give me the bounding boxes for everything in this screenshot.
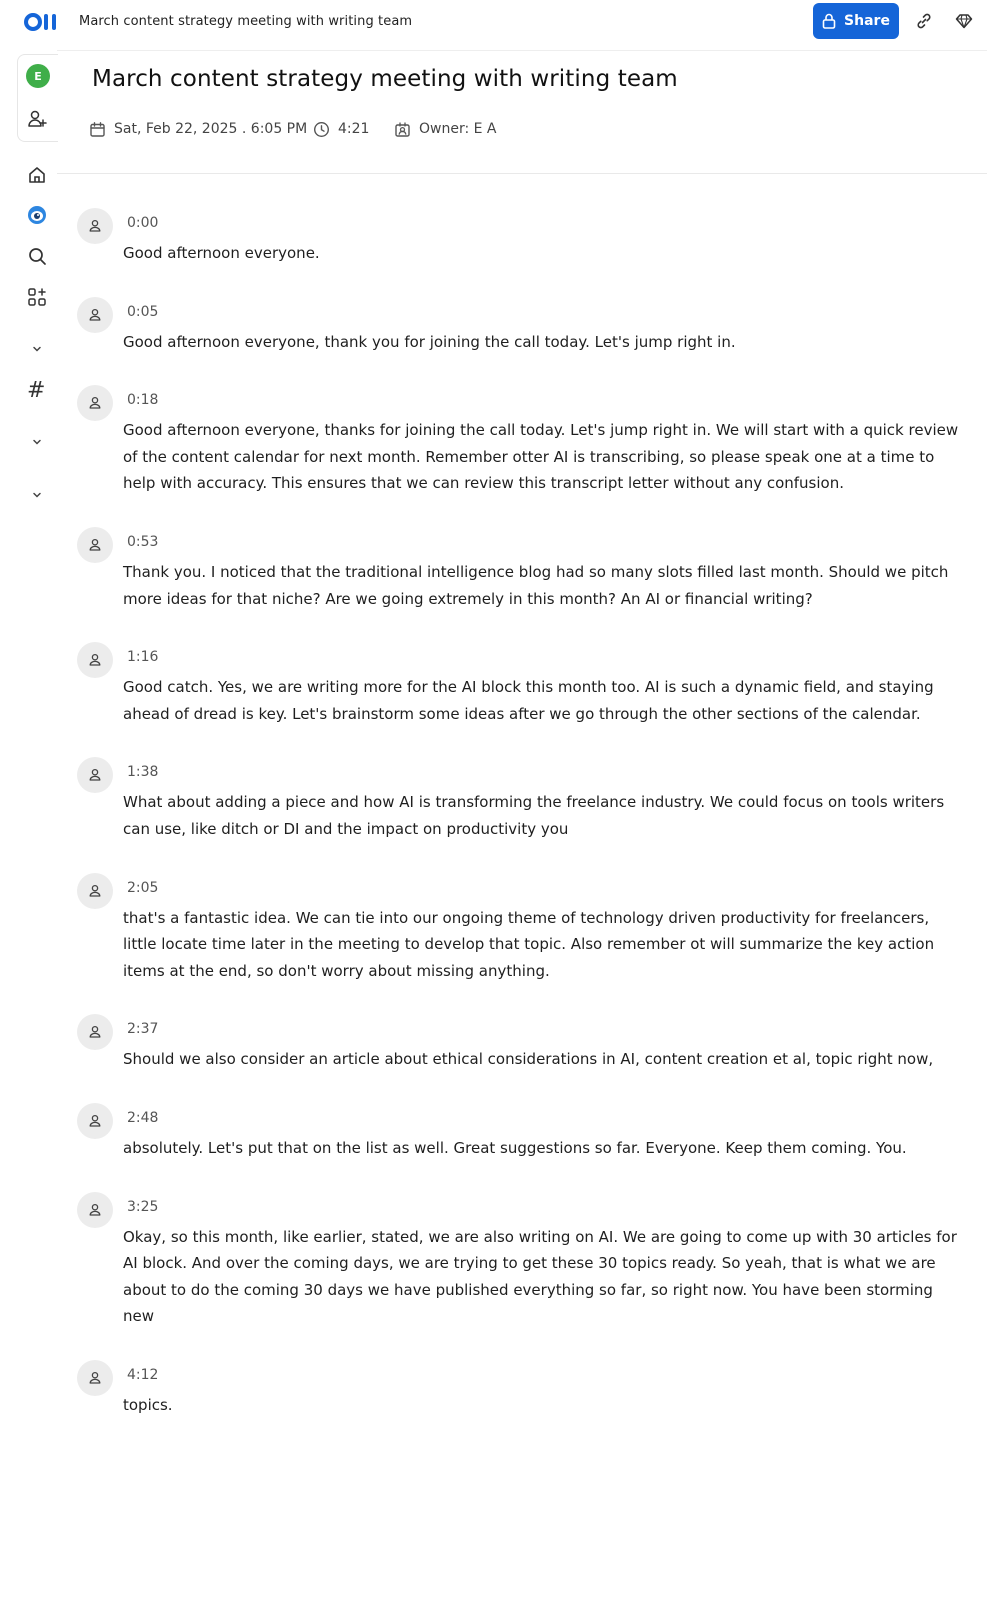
person-icon bbox=[87, 883, 103, 899]
top-divider bbox=[57, 50, 987, 51]
timestamp[interactable]: 0:18 bbox=[127, 392, 159, 409]
home-icon[interactable] bbox=[26, 164, 48, 186]
person-icon bbox=[87, 395, 103, 411]
transcript-entry bbox=[77, 757, 977, 842]
person-icon bbox=[87, 218, 103, 234]
speaker-avatar[interactable] bbox=[77, 873, 113, 909]
share-label: Share bbox=[844, 13, 890, 29]
timestamp[interactable]: 4:12 bbox=[127, 1366, 159, 1383]
transcript-entry bbox=[77, 1014, 977, 1073]
transcript bbox=[77, 208, 977, 1448]
transcript-text: topics. bbox=[123, 1395, 173, 1414]
meeting-date bbox=[89, 118, 307, 140]
speaker-avatar[interactable] bbox=[77, 1192, 113, 1228]
timestamp[interactable]: 3:25 bbox=[127, 1198, 159, 1215]
lock-icon bbox=[822, 13, 836, 29]
person-icon bbox=[87, 1024, 103, 1040]
chevron-down-icon[interactable] bbox=[31, 343, 43, 355]
timestamp[interactable]: 0:53 bbox=[127, 533, 159, 550]
transcript-entry bbox=[77, 527, 977, 612]
speaker-avatar[interactable] bbox=[77, 385, 113, 421]
date-text: Sat, Feb 22, 2025 . 6:05 PM bbox=[114, 121, 308, 137]
clock-icon bbox=[313, 121, 330, 138]
add-user-icon[interactable] bbox=[26, 108, 48, 130]
meeting-title-bar: March content strategy meeting with writing team bbox=[79, 14, 413, 29]
speaker-avatar[interactable] bbox=[77, 642, 113, 678]
speaker-avatar[interactable] bbox=[77, 1360, 113, 1396]
person-icon bbox=[87, 767, 103, 783]
otter-logo[interactable] bbox=[24, 10, 60, 34]
owner-text: Owner: E A bbox=[419, 121, 497, 137]
transcript-text: that's a fantastic idea. We can tie into our ongoing theme of technology driven productivity for freelancers, little locate time later in the meeting to develop that topic. Also remember ot will summarize the key action items at the end, so don't worry about missing anything. bbox=[123, 908, 935, 980]
search-icon[interactable] bbox=[26, 245, 48, 267]
link-icon[interactable] bbox=[914, 11, 934, 31]
page-title: March content strategy meeting with writing team bbox=[92, 66, 678, 92]
apps-icon[interactable] bbox=[26, 286, 48, 308]
transcript-entry bbox=[77, 873, 977, 985]
owner-icon bbox=[394, 121, 411, 138]
timestamp[interactable]: 0:00 bbox=[127, 215, 159, 231]
speaker-avatar[interactable] bbox=[77, 1014, 113, 1050]
share-button[interactable] bbox=[813, 3, 899, 39]
meeting-duration bbox=[313, 118, 369, 140]
timestamp[interactable]: 1:38 bbox=[127, 764, 159, 781]
transcript-text: Good afternoon everyone. bbox=[123, 244, 320, 262]
transcript-text: Good afternoon everyone, thank you for joining the call today. Let's jump right in. bbox=[123, 332, 736, 351]
speaker-avatar[interactable] bbox=[77, 527, 113, 563]
duration-text: 4:21 bbox=[338, 121, 370, 137]
transcript-entry bbox=[77, 1360, 977, 1419]
calendar-icon bbox=[89, 121, 106, 138]
person-icon bbox=[87, 1370, 103, 1386]
timestamp[interactable]: 0:05 bbox=[127, 303, 159, 320]
otter-icon[interactable] bbox=[26, 204, 48, 226]
timestamp[interactable]: 2:48 bbox=[127, 1109, 159, 1126]
transcript-text: Thank you. I noticed that the traditional intelligence blog had so many slots filled last month. Should we pitch more ideas for that niche? Are we going extremely in this month? An AI or financial writing? bbox=[123, 562, 949, 608]
transcript-entry bbox=[77, 297, 977, 356]
timestamp[interactable]: 1:16 bbox=[127, 649, 159, 666]
diamond-icon[interactable] bbox=[954, 11, 974, 31]
transcript-entry bbox=[77, 385, 977, 497]
header-divider bbox=[57, 173, 987, 174]
transcript-entry bbox=[77, 1192, 977, 1330]
meeting-owner bbox=[394, 118, 497, 140]
hash-icon[interactable]: # bbox=[27, 378, 46, 403]
chevron-down-icon[interactable] bbox=[31, 436, 43, 448]
transcript-text: Good catch. Yes, we are writing more for the AI block this month too. AI is such a dynamic field, and staying ahead of dread is key. Let's brainstorm some ideas after we go through the other sections of the calendar. bbox=[123, 678, 934, 723]
transcript-entry bbox=[77, 1103, 977, 1162]
transcript-entry bbox=[77, 208, 977, 267]
top-bar bbox=[0, 0, 1005, 48]
person-icon bbox=[87, 307, 103, 323]
person-icon bbox=[87, 1202, 103, 1218]
speaker-avatar[interactable] bbox=[77, 757, 113, 793]
speaker-avatar[interactable] bbox=[77, 1103, 113, 1139]
person-icon bbox=[87, 537, 103, 553]
speaker-avatar[interactable] bbox=[77, 297, 113, 333]
timestamp[interactable]: 2:05 bbox=[127, 879, 159, 896]
transcript-entry bbox=[77, 642, 977, 727]
speaker-avatar[interactable] bbox=[77, 208, 113, 244]
transcript-text: Good afternoon everyone, thanks for joining the call today. Let's jump right in. We will start with a quick review of the content calendar for next month. Remember otter AI is transcribing, so please speak one at a time to help with accuracy. This ensures that we can review this transcript letter without any confusion. bbox=[123, 421, 959, 493]
timestamp[interactable]: 2:37 bbox=[127, 1021, 159, 1038]
transcript-text: absolutely. Let's put that on the list as well. Great suggestions so far. Everyone. Keep them coming. You. bbox=[123, 1138, 907, 1157]
transcript-text: What about adding a piece and how AI is transforming the freelance industry. We could focus on tools writers can use, like ditch or DI and the impact on productivity you bbox=[123, 793, 945, 838]
person-icon bbox=[87, 652, 103, 668]
transcript-text: Should we also consider an article about ethical considerations in AI, content creation et al, topic right now, bbox=[123, 1050, 934, 1069]
transcript-text: Okay, so this month, like earlier, stated, we are also writing on AI. We are going to come up with 30 articles for AI block. And over the coming days, we are trying to get these 30 topics ready. So yeah, that is what we are about to do the coming 30 days we have published everything so far, so right now. You have been storming new bbox=[123, 1227, 957, 1326]
chevron-down-icon[interactable] bbox=[31, 489, 43, 501]
avatar[interactable]: E bbox=[26, 64, 50, 88]
person-icon bbox=[87, 1113, 103, 1129]
